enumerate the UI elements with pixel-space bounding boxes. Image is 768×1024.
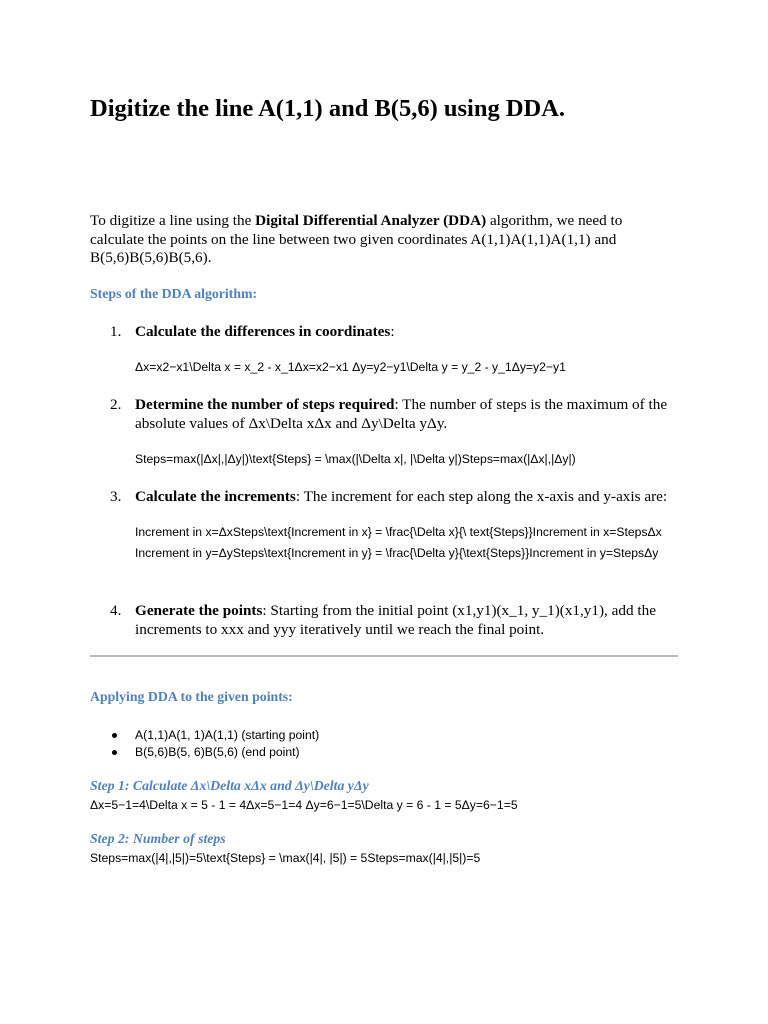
applying-heading: Applying DDA to the given points: <box>90 689 293 704</box>
step-bold-label: Calculate the increments <box>135 488 296 505</box>
step-1-formula: Δx=x2−x1\Delta x = x_2 - x_1Δx=x2−x1 Δy=y2−y1\Delta y = y_2 - y_1Δy=y2−y1 <box>135 360 566 374</box>
step-2-formula: Steps=max(|Δx|,|Δy|)\text{Steps} = \max(|\Delta x|, |\Delta y|)Steps=max(|Δx|,|Δy|) <box>135 452 576 466</box>
step-2-result: Steps=max(|4|,|5|)=5\text{Steps} = \max(|4|, |5|) = 5Steps=max(|4|,|5|)=5 <box>90 851 481 865</box>
steps-heading: Steps of the DDA algorithm: <box>90 286 258 301</box>
bullet-text: A(1,1)A(1, 1)A(1,1) (starting point) <box>135 728 320 742</box>
step-number: 2. <box>110 396 122 413</box>
bullet-dot-icon <box>112 733 117 738</box>
step-description: : The increment for each step along the x-axis and y-axis are: <box>295 488 668 505</box>
step-number: 3. <box>110 488 122 505</box>
intro-paragraph <box>90 212 680 268</box>
intro-bold-term: Digital Differential Analyzer (DDA) <box>255 212 487 229</box>
step-text <box>135 322 675 341</box>
step-text <box>135 487 675 506</box>
step-description: : <box>390 323 395 340</box>
step-text <box>135 601 675 639</box>
step-description: : The number of steps is the maximum of the absolute values of Δx\Delta xΔx and Δy\Delta yΔy. <box>135 396 668 432</box>
step-1-result: Δx=5−1=4\Delta x = 5 - 1 = 4Δx=5−1=4 Δy=6−1=5\Delta y = 6 - 1 = 5Δy=6−1=5 <box>90 798 518 812</box>
intro-text-start: To digitize a line using the <box>90 212 256 229</box>
intro-text-end: algorithm, we need to calculate the points on the line between two given coordinates A(1,1)A(1,1)A(1,1) and B(5,6)B(5,6)B(5,6). <box>90 212 623 266</box>
step-bold-label: Determine the number of steps required <box>135 396 395 413</box>
step-1-heading: Step 1: Calculate Δx\Delta xΔx and Δy\Delta yΔy <box>90 778 369 793</box>
step-text <box>135 395 675 433</box>
step-bold-label: Calculate the differences in coordinates <box>135 323 391 340</box>
step-3-formula: Increment in x=ΔxSteps\text{Increment in x} = \frac{\Delta x}{\ text{Steps}}Increment in x=StepsΔx Increment in y=ΔySteps\text{Increment in y} = \frac{\Delta y}{\text{Steps}}Increment in y=StepsΔy <box>135 525 662 560</box>
bullet-dot-icon <box>112 750 117 755</box>
step-bold-label: Generate the points <box>135 602 263 619</box>
step-2-heading: Step 2: Number of steps <box>90 831 226 846</box>
page-title: Digitize the line A(1,1) and B(5,6) using DDA. <box>90 95 566 122</box>
bullet-text: B(5,6)B(5, 6)B(5,6) (end point) <box>135 745 300 759</box>
step-number: 4. <box>110 602 122 619</box>
step-number: 1. <box>110 323 122 340</box>
horizontal-divider <box>90 655 678 657</box>
step-description: : Starting from the initial point (x1,y1)(x_1, y_1)(x1,y1), add the increments to xxx and yyy iteratively until we reach the final point. <box>135 602 656 638</box>
